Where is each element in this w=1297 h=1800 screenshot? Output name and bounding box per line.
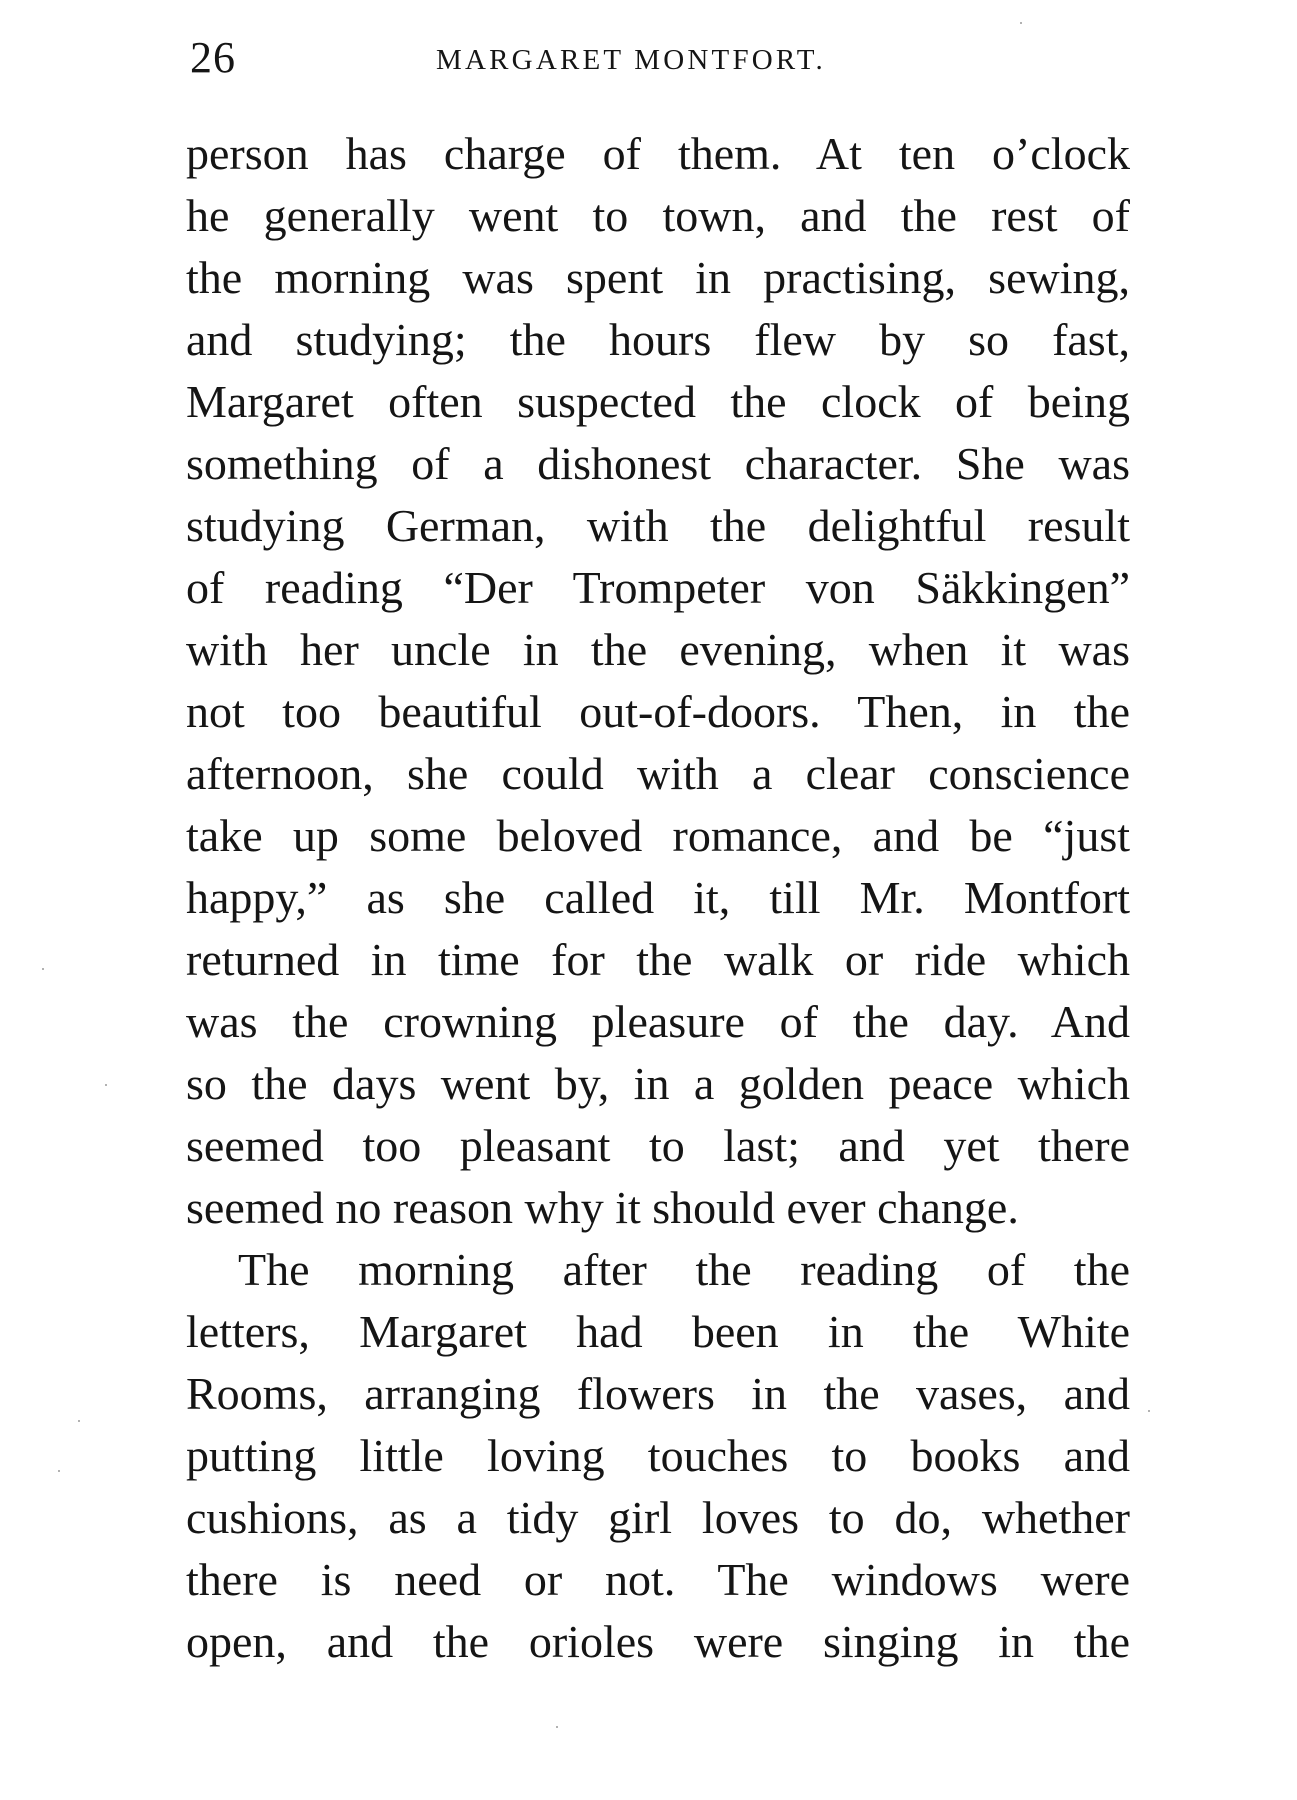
running-title: MARGARET MONTFORT.: [436, 44, 826, 76]
scan-speck: [1020, 22, 1022, 24]
text-line: and studying; the hours flew by so fast,: [186, 314, 1130, 365]
page-header: [186, 28, 1130, 88]
scan-speck: [42, 968, 44, 970]
text-line: open, and the orioles were singing in the: [186, 1616, 1130, 1667]
scan-speck: [556, 1726, 558, 1728]
text-line: The morning after the reading of the: [238, 1244, 1130, 1295]
text-line: returned in time for the walk or ride which: [186, 934, 1130, 985]
text-line: afternoon, she could with a clear conscience: [186, 748, 1130, 799]
text-line: putting little loving touches to books and: [186, 1430, 1130, 1481]
text-line: so the days went by, in a golden peace which: [186, 1058, 1130, 1109]
text-line: with her uncle in the evening, when it was: [186, 624, 1130, 675]
body-text: [186, 123, 1130, 1673]
text-line: seemed too pleasant to last; and yet there: [186, 1120, 1130, 1171]
text-line: not too beautiful out-of-doors. Then, in the: [186, 686, 1130, 737]
text-line: letters, Margaret had been in the White: [186, 1306, 1130, 1357]
text-line: he generally went to town, and the rest of: [186, 190, 1130, 241]
text-line: Rooms, arranging flowers in the vases, and: [186, 1368, 1130, 1419]
scan-speck: [1148, 1410, 1150, 1412]
text-line: of reading “Der Trompeter von Säkkingen”: [186, 562, 1130, 613]
text-line: the morning was spent in practising, sewing,: [186, 252, 1130, 303]
text-line: something of a dishonest character. She was: [186, 438, 1130, 489]
text-line: person has charge of them. At ten o’clock: [186, 128, 1130, 179]
scan-speck: [78, 1420, 80, 1422]
text-line: happy,” as she called it, till Mr. Montfort: [186, 872, 1130, 923]
text-line: there is need or not. The windows were: [186, 1554, 1130, 1605]
text-line: studying German, with the delightful result: [186, 500, 1130, 551]
scan-speck: [105, 1084, 107, 1086]
page-number: 26: [190, 33, 236, 82]
scan-speck: [58, 1470, 60, 1472]
text-line: was the crowning pleasure of the day. And: [186, 996, 1130, 1047]
text-line: Margaret often suspected the clock of being: [186, 376, 1130, 427]
text-line: cushions, as a tidy girl loves to do, whether: [186, 1492, 1130, 1543]
text-line: seemed no reason why it should ever change.: [186, 1182, 1019, 1233]
text-line: take up some beloved romance, and be “just: [186, 810, 1130, 861]
